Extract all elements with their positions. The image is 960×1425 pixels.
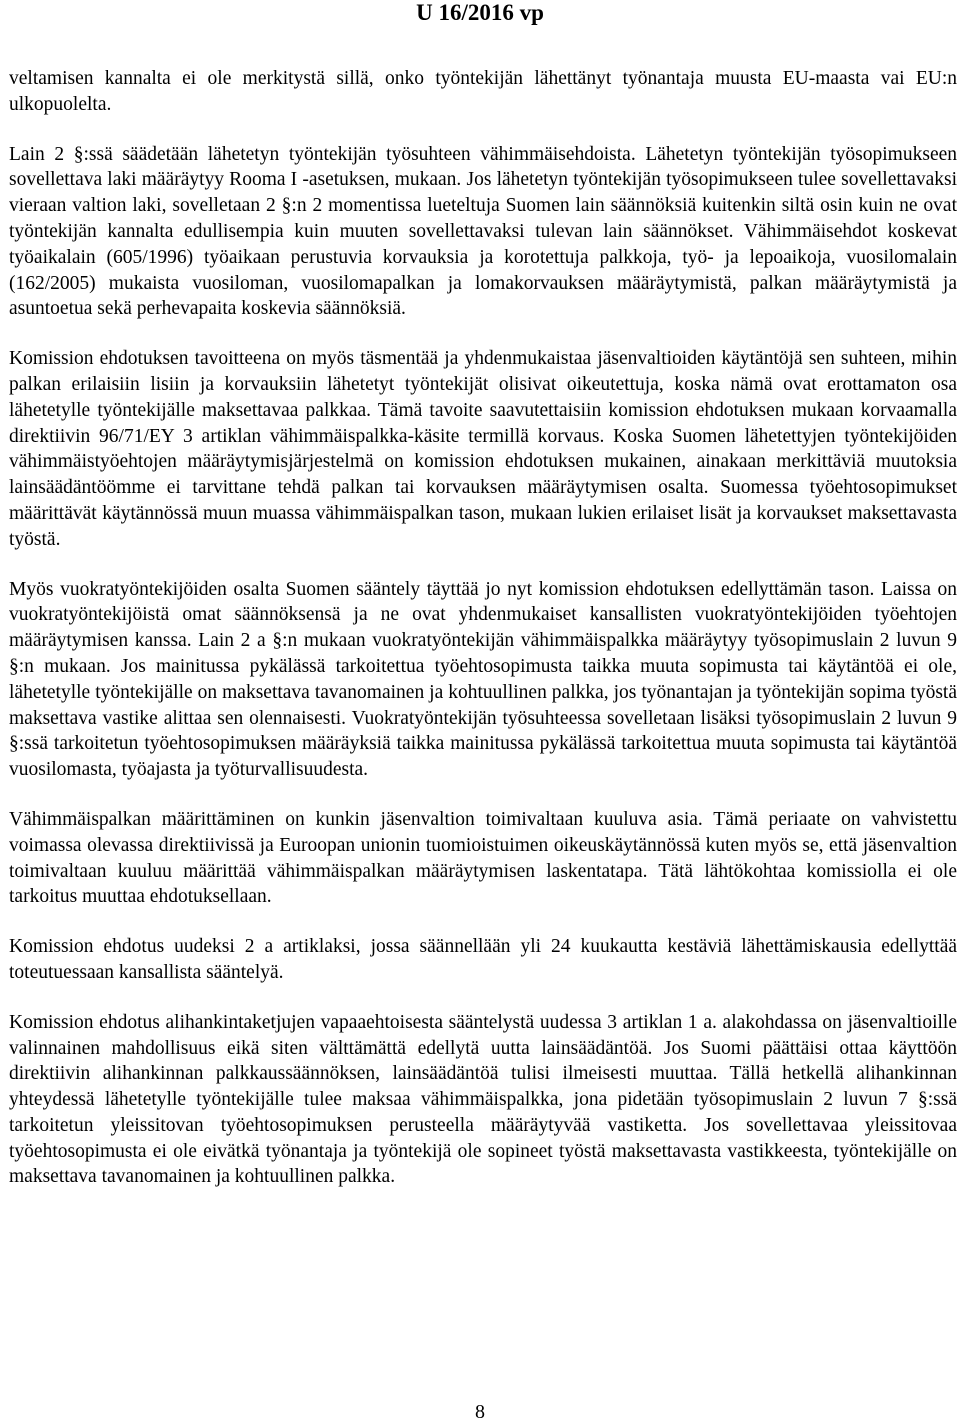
- paragraph-2: Lain 2 §:ssä säädetään lähetetyn työntekijän työsuhteen vähimmäisehdoista. Lähetetyn työntekijän työsopimukseen sovellettava laki määräytyy Rooma I -asetuksen, mukaan. Jos lähetetyn työntekijän työsopimukseen tulee sovellettavaksi vieraan valtion laki, sovelletaan 2 §:n 2 momentissa lueteltuja Suomen lain säännöksiä kuitenkin siltä osin kuin ne ovat työntekijän kannalta edullisempia kuin muuten sovellettavaksi tulevan lain säännökset. Vähimmäisehdot koskevat työaikalain (605/1996) työaikaan perustuvia korvauksia ja korotettuja palkkoja, työ- ja lepoaikoja, vuosilomalain (162/2005) mukaista vuosiloman, vuosilomapalkan ja lomakorvauksen määräytymistä, palkan määräytymistä ja asuntoetua sekä perhevapaita koskevia säännöksiä.: [9, 143, 957, 320]
- paragraph-1: veltamisen kannalta ei ole merkitystä sillä, onko työntekijän lähettänyt työnantaja muusta EU-maasta vai EU:n ulkopuolelta.: [9, 68, 957, 115]
- page-number: 8: [475, 1401, 485, 1423]
- document-body: [9, 66, 957, 1214]
- paragraph-6: Komission ehdotus uudeksi 2 a artiklaksi, jossa säännellään yli 24 kuukautta kestäviä lähettämiskausia edellyttää toteutuessaan kansallista sääntelyä.: [9, 936, 957, 983]
- page-header-title: U 16/2016 vp: [416, 0, 544, 25]
- paragraph-7: Komission ehdotus alihankintaketjujen vapaaehtoisesta sääntelystä uudessa 3 artiklan 1 a. alakohdassa on jäsenvaltioille valinnainen mahdollisuus eikä siten välttämättä edellytä uutta lainsäädäntöä. Jos Suomi päättäisi ottaa käyttöön direktiivin alihankinnan palkkaussäännöksen, lainsäädäntöä tulisi ilmeisesti muuttaa. Tällä hetkellä alihankinnan yhteydessä lähetetylle työntekijälle tulee maksaa vähimmäispalkka, jona pidetään työsopimuslain 2 luvun 7 §:ssä tarkoitetun yleissitovan työehtosopimuksen perusteella määräytyvää vastiketta. Jos sovellettavaa yleissitovaa työehtosopimusta ei ole eivätkä työnantaja ja työntekijä ole sopineet työstä maksettavasta vastikkeesta, työntekijälle on maksettava tavanomainen ja kohtuullinen palkka.: [9, 1011, 957, 1188]
- paragraph-4: Myös vuokratyöntekijöiden osalta Suomen sääntely täyttää jo nyt komission ehdotuksen edellyttämän tason. Laissa on vuokratyöntekijöistä omat säännöksensä ja ne ovat yhdenmukaiset kansallisten vuokratyöntekijöiden työehtojen määräytymisen kanssa. Lain 2 a §:n mukaan vuokratyöntekijän vähimmäispalkka määräytyy työsopimuslain 2 luvun 9 §:n mukaan. Jos mainitussa pykälässä tarkoitettua työehtosopimusta taikka muuta sopimusta tai käytäntöä ei ole, lähetetylle työntekijälle on maksettava tavanomainen ja kohtuullinen palkka, jos työnantajan ja työntekijän sopima työstä maksettava vastike alittaa sen olennaisesti. Vuokratyöntekijän työsuhteessa sovelletaan lisäksi työsopimuslain 2 luvun 9 §:ssä tarkoitetun työehtosopimuksen määräyksiä taikka mainitussa pykälässä tarkoitettua muuta sopimusta tai käytäntöä vuosilomasta, työajasta ja työturvallisuudesta.: [9, 578, 957, 781]
- paragraph-3: Komission ehdotuksen tavoitteena on myös täsmentää ja yhdenmukaistaa jäsenvaltioiden käytäntöjä sen suhteen, mihin palkan erilaisiin lisiin ja korvauksiin lähetetyt työntekijät olisivat oikeutettuja, koska nämä ovat erottamaton osa lähetetylle työntekijälle maksettavaa palkkaa. Tämä tavoite saavutettaisiin komission ehdotuksen mukaan korvaamalla direktiivin 96/71/EY 3 artiklan vähimmäispalkka-käsite termillä korvaus. Koska Suomen lähetettyjen työntekijöiden vähimmäistyöehtojen määräytymisjärjestelmä on komission ehdotuksen mukainen, ainakaan merkittäviä muutoksia lainsäädäntöömme ei tarvittane tehdä palkan tai korvauksen määräytymisen osalta. Suomessa työehtosopimukset määrittävät käytännössä muun muassa vähimmäispalkan tason, mukaan lukien erilaiset lisät ja korvaukset maksettavasta työstä.: [9, 348, 957, 550]
- paragraph-5: Vähimmäispalkan määrittäminen on kunkin jäsenvaltion toimivaltaan kuuluva asia. Tämä periaate on vahvistettu voimassa olevassa direktiivissä ja Euroopan unionin tuomioistuimen oikeuskäytännössä kuten myös se, että jäsenvaltion toimivaltaan kuuluu määrittää vähimmäispalkan määräytymisen laskentatapa. Tätä lähtökohtaa komissiolla ei ole tarkoitus muuttaa ehdotuksellaan.: [9, 808, 957, 908]
